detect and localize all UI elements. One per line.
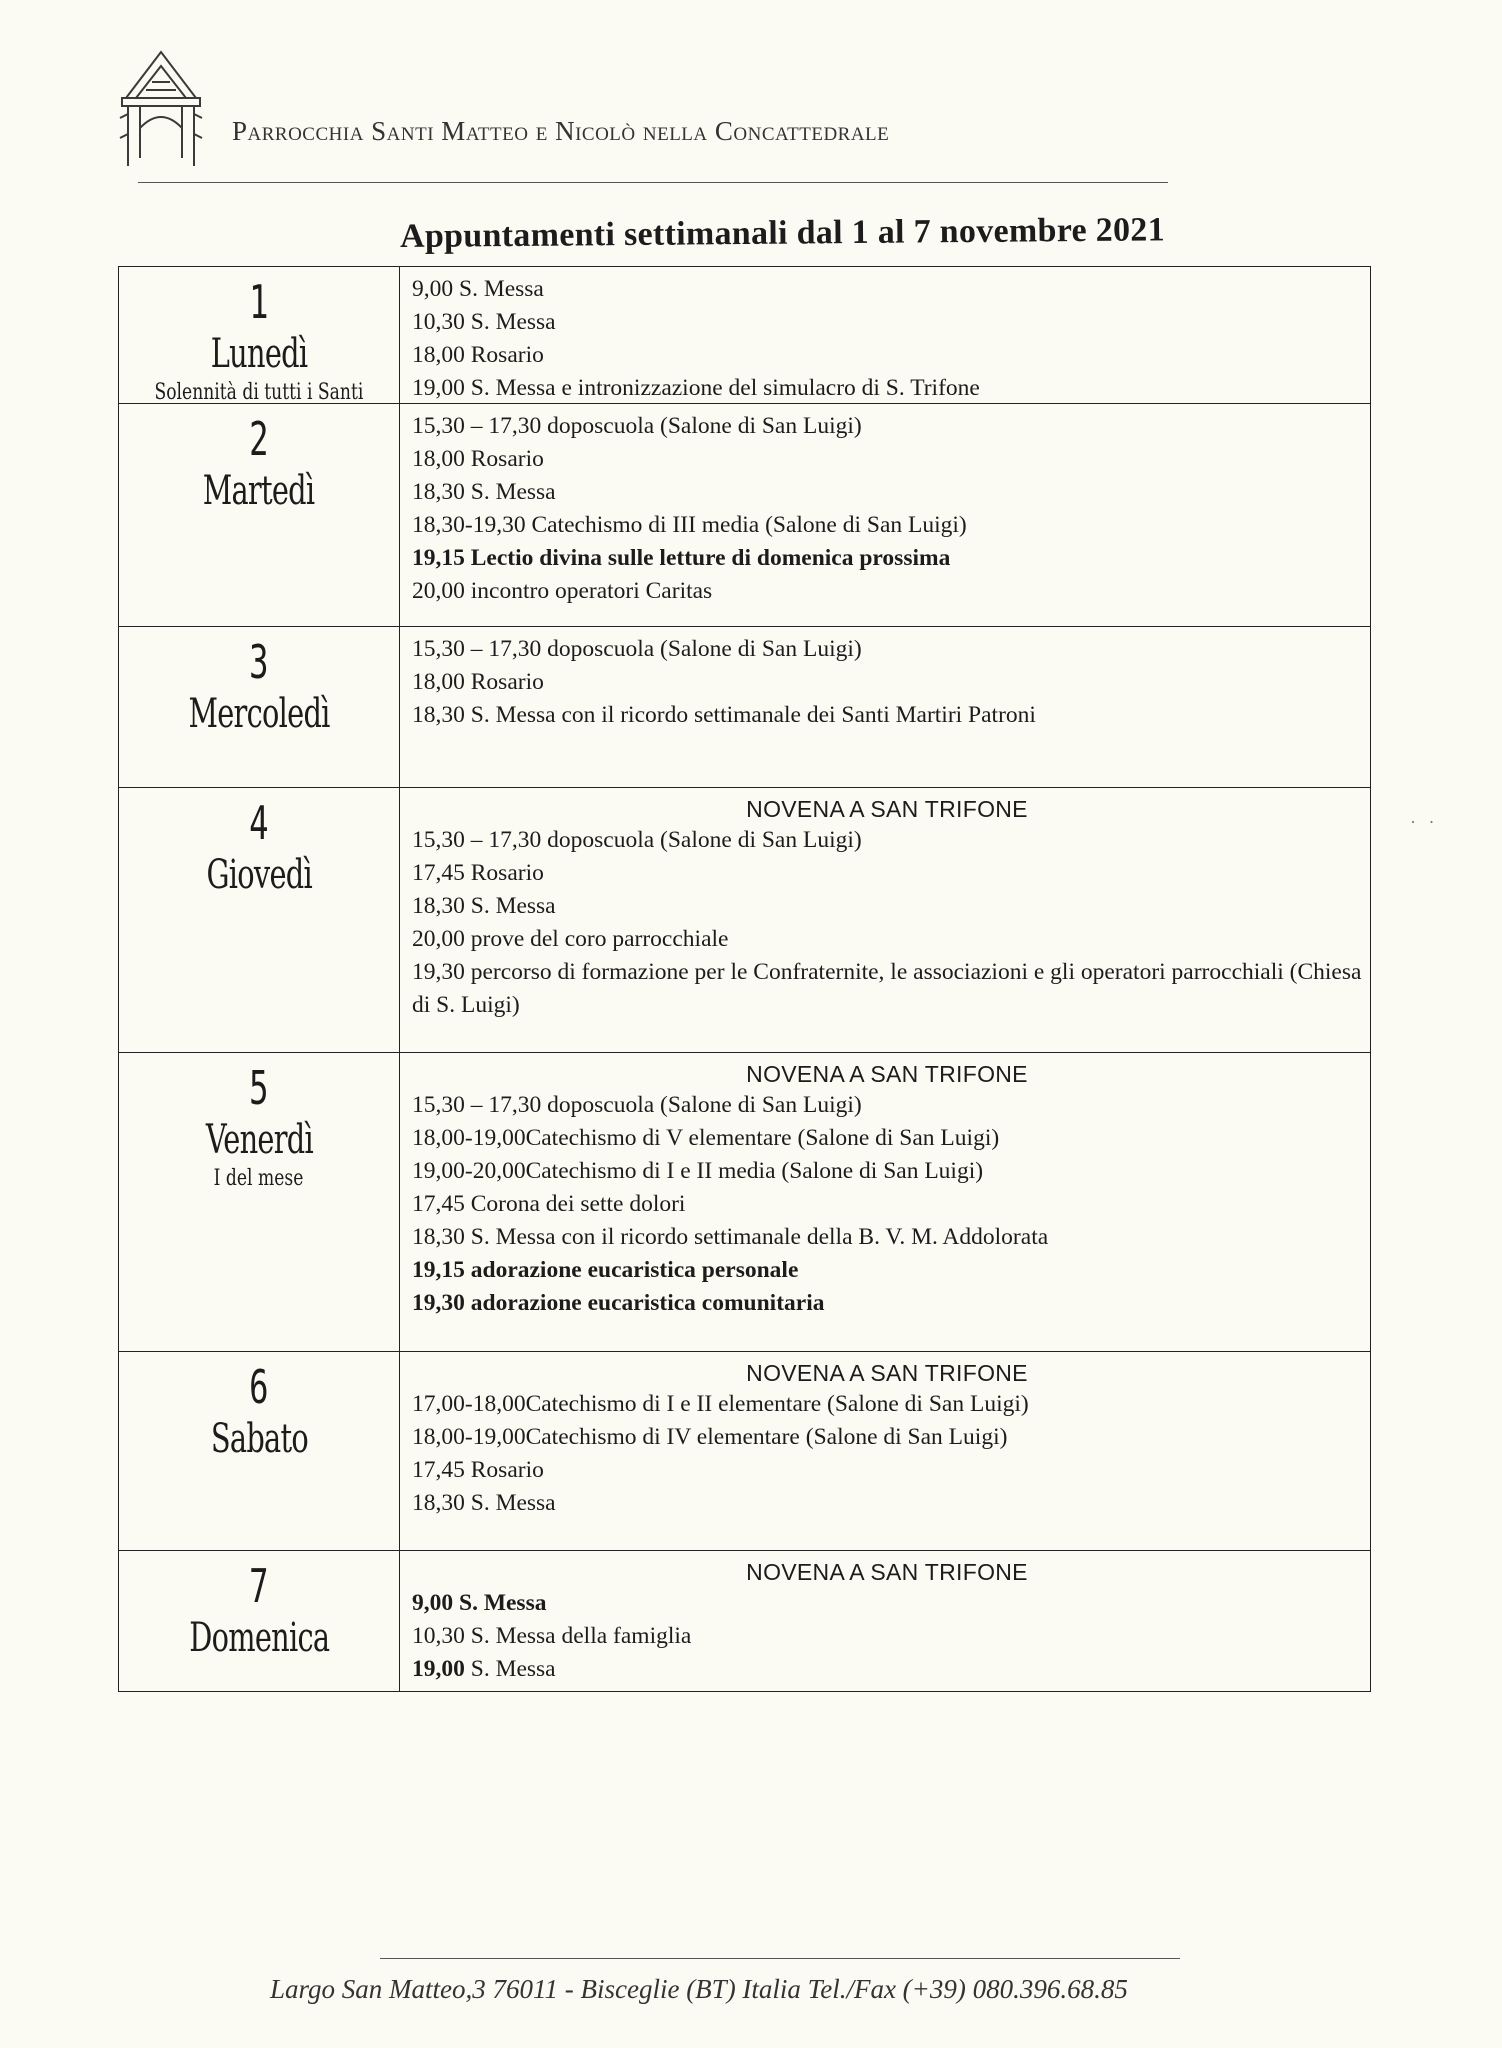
day-name: Martedì [203,468,315,514]
event-line: 15,30 – 17,30 doposcuola (Salone di San Luigi) [412,636,862,662]
event-line: 19,00-20,00Catechismo di I e II media (Salone di San Luigi) [412,1158,984,1184]
events-cell [400,1352,1370,1550]
event-line: 18,30 S. Messa [412,479,556,505]
day-row [118,1053,1371,1352]
day-note: Solennità di tutti i Santi [154,380,364,405]
event-line: 20,00 incontro operatori Caritas [412,578,713,604]
event-line: 17,45 Rosario [412,1457,544,1483]
day-number: 1 [249,275,269,329]
day-name: Sabato [210,1416,308,1462]
day-number: 7 [249,1559,269,1613]
header-divider [138,182,1168,183]
day-number: 5 [249,1061,269,1115]
events-cell [400,1551,1370,1691]
event-line: 19,15 adorazione eucaristica personale [412,1257,799,1283]
event-line: 15,30 – 17,30 doposcuola (Salone di San Luigi) [412,413,862,439]
event-line: 18,30-19,30 Catechismo di III media (Salone di San Luigi) [412,512,967,538]
event-line: 18,00 Rosario [412,446,544,472]
events-cell [400,267,1370,403]
day-row [118,788,1371,1053]
event-line: 19,15 Lectio divina sulle letture di domenica prossima [412,545,951,571]
day-cell [119,404,400,626]
day-name: Venerdì [205,1117,313,1163]
event-line: 18,00-19,00Catechismo di IV elementare (Salone di San Luigi) [412,1424,1008,1450]
church-roof-icon [116,48,206,168]
novena-heading: NOVENA A SAN TRIFONE [746,1360,1028,1386]
day-name: Mercoledì [188,691,330,737]
day-cell [119,1551,400,1691]
day-cell [119,788,400,1052]
novena-heading: NOVENA A SAN TRIFONE [746,796,1028,822]
event-line: 10,30 S. Messa [412,309,556,335]
day-number: 4 [249,796,269,850]
event-line: 17,45 Corona dei sette dolori [412,1191,686,1217]
day-name: Giovedì [206,852,312,898]
day-number: 2 [249,412,269,466]
event-line: 17,00-18,00Catechismo di I e II elementare (Salone di San Luigi) [412,1391,1029,1417]
day-row [118,404,1371,627]
day-cell [119,627,400,787]
footer-address: Largo San Matteo,3 76011 - Bisceglie (BT) Italia Tel./Fax (+39) 080.396.68.85 [270,1974,1128,2004]
day-cell [119,1352,400,1550]
event-line: 15,30 – 17,30 doposcuola (Salone di San Luigi) [412,1092,862,1118]
day-number: 3 [249,635,269,689]
event-line: 18,30 S. Messa [412,893,556,919]
events-cell [400,1053,1370,1351]
event-line: 19,00 S. Messa [412,1656,556,1682]
day-number: 6 [249,1360,269,1414]
parish-name: Parrocchia Santi Matteo e Nicolò nella Concattedrale [232,116,890,146]
day-row [118,627,1371,788]
day-note: I del mese [214,1166,304,1191]
event-line: 18,30 S. Messa [412,1490,556,1516]
event-line: 15,30 – 17,30 doposcuola (Salone di San Luigi) [412,827,862,853]
day-name: Domenica [188,1615,330,1661]
event-line: 18,30 S. Messa con il ricordo settimanale della B. V. M. Addolorata [412,1224,1049,1250]
event-line: 18,00 Rosario [412,669,544,695]
day-row [118,1352,1371,1551]
day-row [118,266,1371,404]
event-line: 19,30 percorso di formazione per le Confraternite, le associazioni e gli operatori parrocchiali (Chiesa di S. Luigi) [412,959,1362,1018]
novena-heading: NOVENA A SAN TRIFONE [746,1061,1028,1087]
event-line: 18,00-19,00Catechismo di V elementare (Salone di San Luigi) [412,1125,1000,1151]
events-cell [400,627,1370,787]
letterhead [110,48,1170,188]
day-cell [119,267,400,403]
events-cell [400,404,1370,626]
day-row [118,1551,1371,1692]
event-line: 9,00 S. Messa [412,1590,547,1616]
day-cell [119,1053,400,1351]
event-line: 17,45 Rosario [412,860,544,886]
event-line: 10,30 S. Messa della famiglia [412,1623,692,1649]
events-cell [400,788,1370,1052]
footer-divider [380,1958,1180,1959]
weekly-schedule-table [118,266,1371,1692]
day-name: Lunedì [210,331,308,377]
event-line: 9,00 S. Messa [412,276,544,302]
event-line: 19,00 S. Messa e intronizzazione del simulacro di S. Trifone [412,375,980,401]
event-line: 19,30 adorazione eucaristica comunitaria [412,1290,825,1316]
page-title: Appuntamenti settimanali dal 1 al 7 novembre 2021 [399,211,1166,255]
event-line: 18,00 Rosario [412,342,544,368]
novena-heading: NOVENA A SAN TRIFONE [746,1559,1028,1585]
event-line: 18,30 S. Messa con il ricordo settimanale dei Santi Martiri Patroni [412,702,1036,728]
event-line: 20,00 prove del coro parrocchiale [412,926,729,952]
stray-marks: · · [1410,812,1439,832]
